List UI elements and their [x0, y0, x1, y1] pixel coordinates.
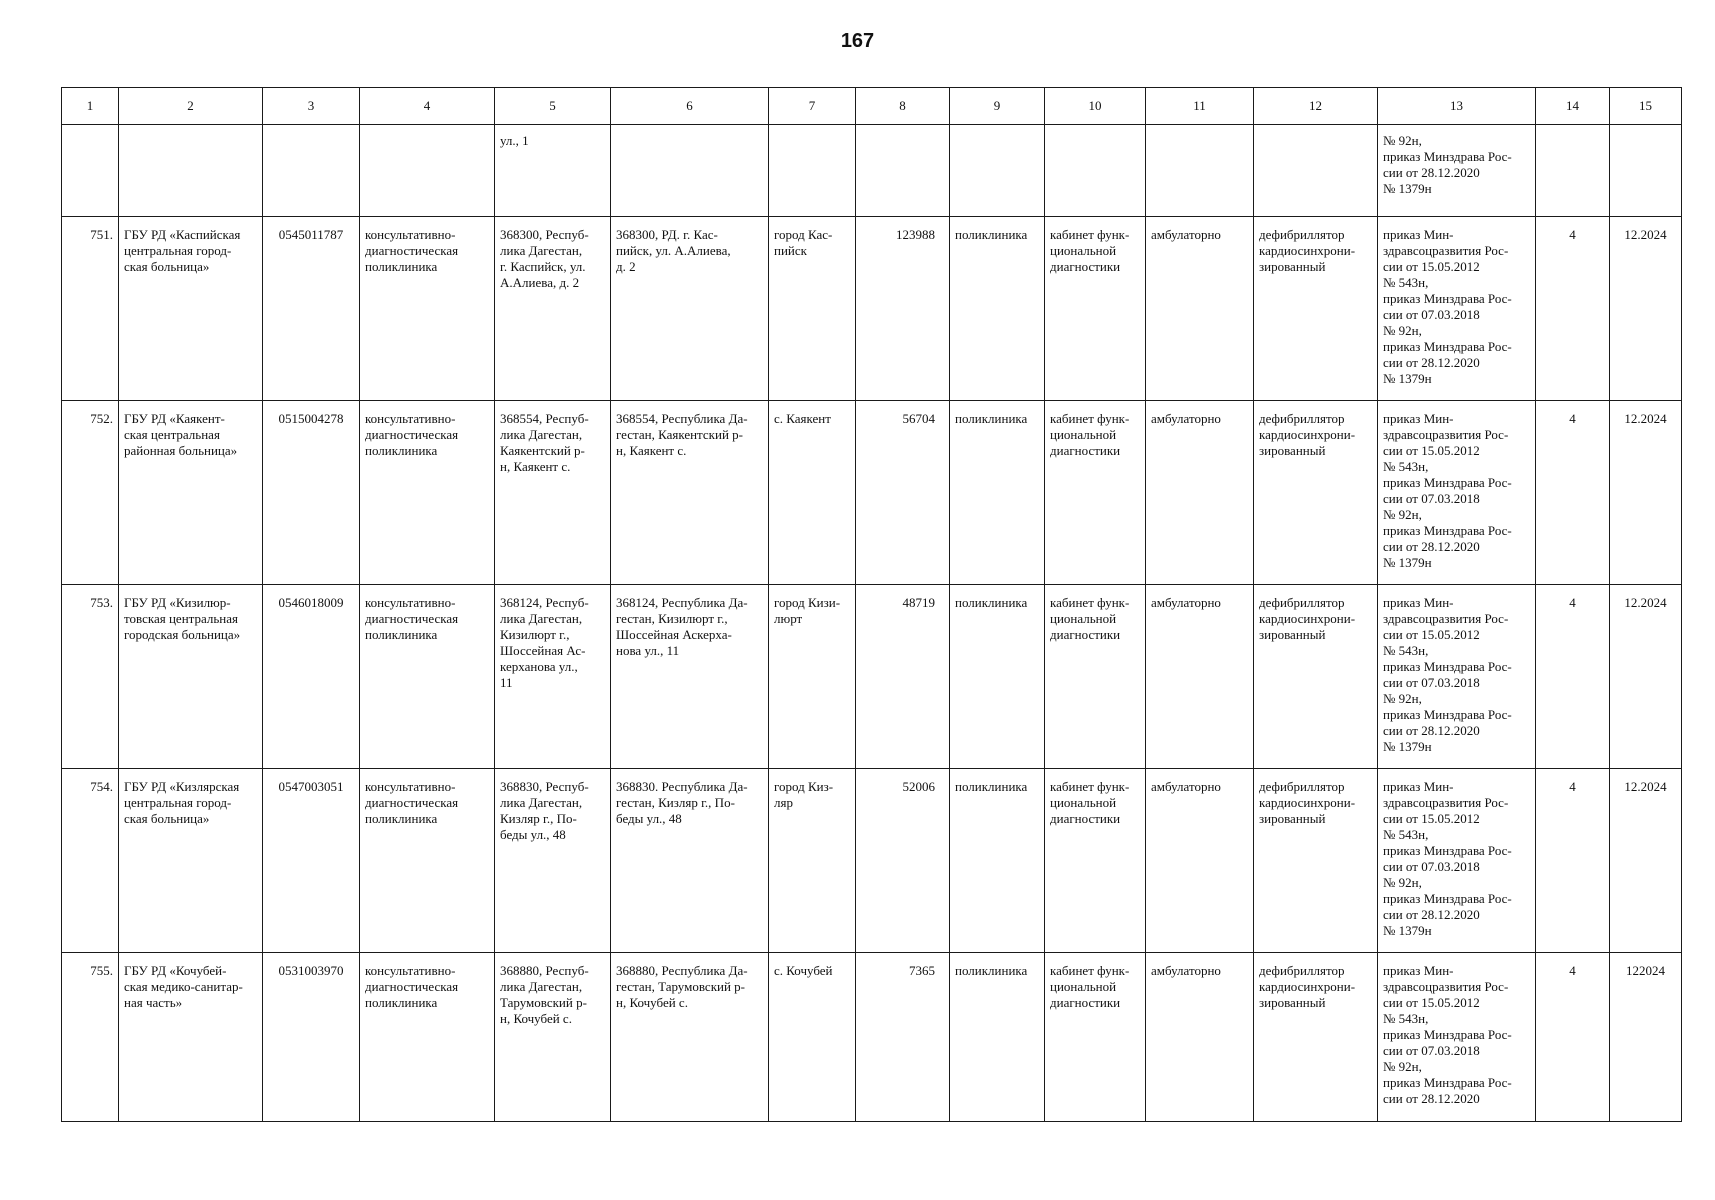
care-mode-cell-text [1146, 125, 1253, 137]
legal-address-cell [495, 401, 611, 585]
quantity-cell [1536, 769, 1610, 953]
facility-type-cell [950, 585, 1045, 769]
date-cell-text: 122024 [1626, 963, 1665, 978]
actual-address-cell-text: 368554, Республика Да- гестан, Каякентский р- н, Каякент с. [616, 411, 748, 458]
facility-type-cell [950, 769, 1045, 953]
page-number: 167 [840, 30, 875, 52]
legal-address-cell [495, 125, 611, 217]
department-type-cell-text: консультативно- диагностическая поликлиника [365, 411, 459, 458]
equipment-cell-text: дефибриллятор кардиосинхрони- зированный [1259, 779, 1356, 826]
regulation-cell-text: приказ Мин- здравсоцразвития Рос- сии от 15.05.2012 № 543н, приказ Минздрава Рос- сии от 07.03.2018 № 92н, приказ Минздрава Рос- сии от 28.12.2020 № 1379н [1383, 779, 1512, 938]
date-cell [1610, 585, 1682, 769]
department-type-cell [360, 585, 495, 769]
care-mode-cell [1146, 125, 1254, 217]
table-row [62, 585, 1682, 769]
population-cell [856, 953, 950, 1122]
table-row [62, 217, 1682, 401]
table-row [62, 769, 1682, 953]
unit-cell-text: кабинет функ- циональной диагностики [1050, 779, 1130, 826]
organization-name-cell [119, 401, 263, 585]
quantity-cell-text: 4 [1569, 779, 1576, 794]
settlement-cell [769, 769, 856, 953]
facility-type-cell-text: поликлиника [955, 411, 1028, 426]
population-cell [856, 401, 950, 585]
row-number-cell [62, 401, 119, 585]
row-number-cell-text: 751. [90, 227, 113, 242]
organization-name-cell-text: ГБУ РД «Кизилюр- товская центральная городская больница» [124, 595, 241, 642]
department-type-cell [360, 769, 495, 953]
unit-cell [1045, 401, 1146, 585]
department-type-cell-text: консультативно- диагностическая поликлиника [365, 779, 459, 826]
organization-name-cell [119, 125, 263, 217]
quantity-cell-text: 4 [1569, 963, 1576, 978]
care-mode-cell-text: амбулаторно [1151, 411, 1221, 426]
registry-table [61, 87, 1682, 1122]
organization-name-cell [119, 953, 263, 1122]
legal-address-cell [495, 217, 611, 401]
regulation-cell [1378, 401, 1536, 585]
quantity-cell-text [1536, 125, 1609, 137]
inn-cell [263, 217, 360, 401]
date-cell [1610, 769, 1682, 953]
equipment-cell [1254, 401, 1378, 585]
care-mode-cell-text: амбулаторно [1151, 779, 1221, 794]
quantity-cell [1536, 401, 1610, 585]
row-number-cell [62, 585, 119, 769]
population-cell [856, 769, 950, 953]
actual-address-cell [611, 401, 769, 585]
table-row [62, 401, 1682, 585]
column-header-11: 11 [1146, 88, 1254, 125]
inn-cell-text [263, 125, 359, 137]
actual-address-cell [611, 953, 769, 1122]
regulation-cell [1378, 217, 1536, 401]
facility-type-cell [950, 401, 1045, 585]
settlement-cell-text [769, 125, 855, 137]
column-header-14: 14 [1536, 88, 1610, 125]
population-cell [856, 217, 950, 401]
actual-address-cell-text: 368880, Республика Да- гестан, Тарумовский р- н, Кочубей с. [616, 963, 748, 1010]
unit-cell-text: кабинет функ- циональной диагностики [1050, 411, 1130, 458]
actual-address-cell-text: 368830. Республика Да- гестан, Кизляр г., По- беды ул., 48 [616, 779, 748, 826]
legal-address-cell-text: 368554, Респуб- лика Дагестан, Каякентский р- н, Каякент с. [500, 411, 589, 474]
column-header-5: 5 [495, 88, 611, 125]
organization-name-cell-text: ГБУ РД «Кизлярская центральная город- ская больница» [124, 779, 240, 826]
actual-address-cell [611, 585, 769, 769]
settlement-cell [769, 125, 856, 217]
settlement-cell [769, 953, 856, 1122]
actual-address-cell-text: 368124, Республика Да- гестан, Кизилюрт г., Шоссейная Аскерха- нова ул., 11 [616, 595, 748, 658]
legal-address-cell-text: ул., 1 [500, 133, 529, 148]
quantity-cell-text: 4 [1569, 227, 1576, 242]
equipment-cell-text [1254, 125, 1377, 137]
column-header-10: 10 [1045, 88, 1146, 125]
department-type-cell [360, 217, 495, 401]
row-number-cell-text: 754. [90, 779, 113, 794]
date-cell [1610, 217, 1682, 401]
organization-name-cell-text: ГБУ РД «Кочубей- ская медико-санитар- ная часть» [124, 963, 243, 1010]
equipment-cell [1254, 125, 1378, 217]
population-cell-text: 7365 [909, 963, 935, 978]
regulation-cell [1378, 769, 1536, 953]
equipment-cell-text: дефибриллятор кардиосинхрони- зированный [1259, 595, 1356, 642]
actual-address-cell [611, 769, 769, 953]
settlement-cell-text: город Кизи- люрт [774, 595, 841, 626]
regulation-cell [1378, 953, 1536, 1122]
legal-address-cell [495, 585, 611, 769]
settlement-cell-text: с. Кочубей [774, 963, 833, 978]
organization-name-cell-text [119, 125, 262, 137]
inn-cell-text: 0545011787 [278, 227, 344, 242]
column-header-12: 12 [1254, 88, 1378, 125]
care-mode-cell-text: амбулаторно [1151, 595, 1221, 610]
organization-name-cell [119, 769, 263, 953]
quantity-cell [1536, 585, 1610, 769]
quantity-cell [1536, 217, 1610, 401]
facility-type-cell-text: поликлиника [955, 595, 1028, 610]
population-cell-text: 56704 [902, 411, 935, 426]
header-row [62, 88, 1682, 125]
legal-address-cell [495, 769, 611, 953]
facility-type-cell-text: поликлиника [955, 779, 1028, 794]
date-cell-text: 12.2024 [1624, 411, 1667, 426]
inn-cell [263, 953, 360, 1122]
column-header-6: 6 [611, 88, 769, 125]
unit-cell [1045, 125, 1146, 217]
inn-cell [263, 585, 360, 769]
row-number-cell-text: 753. [90, 595, 113, 610]
equipment-cell-text: дефибриллятор кардиосинхрони- зированный [1259, 411, 1356, 458]
unit-cell-text [1045, 125, 1145, 137]
organization-name-cell-text: ГБУ РД «Каякент- ская центральная районная больница» [124, 411, 238, 458]
unit-cell [1045, 585, 1146, 769]
population-cell-text: 52006 [902, 779, 935, 794]
care-mode-cell-text: амбулаторно [1151, 963, 1221, 978]
date-cell-text [1610, 125, 1681, 137]
regulation-cell-text: № 92н, приказ Минздрава Рос- сии от 28.12.2020 № 1379н [1383, 133, 1512, 196]
regulation-cell [1378, 125, 1536, 217]
legal-address-cell-text: 368300, Респуб- лика Дагестан, г. Каспийск, ул. А.Алиева, д. 2 [500, 227, 589, 290]
department-type-cell-text: консультативно- диагностическая поликлиника [365, 227, 459, 274]
legal-address-cell-text: 368830, Респуб- лика Дагестан, Кизляр г., По- беды ул., 48 [500, 779, 589, 842]
column-header-1: 1 [62, 88, 119, 125]
legal-address-cell-text: 368124, Респуб- лика Дагестан, Кизилюрт г., Шоссейная Ас- керханова ул., 11 [500, 595, 589, 690]
care-mode-cell [1146, 769, 1254, 953]
quantity-cell-text: 4 [1569, 411, 1576, 426]
population-cell [856, 585, 950, 769]
date-cell-text: 12.2024 [1624, 595, 1667, 610]
facility-type-cell-text: поликлиника [955, 227, 1028, 242]
date-cell [1610, 125, 1682, 217]
table-body [62, 125, 1682, 1122]
table-row [62, 125, 1682, 217]
quantity-cell [1536, 125, 1610, 217]
facility-type-cell [950, 217, 1045, 401]
actual-address-cell-text [611, 125, 768, 137]
organization-name-cell [119, 585, 263, 769]
care-mode-cell [1146, 401, 1254, 585]
settlement-cell-text: с. Каякент [774, 411, 831, 426]
column-header-15: 15 [1610, 88, 1682, 125]
department-type-cell-text: консультативно- диагностическая поликлиника [365, 963, 459, 1010]
settlement-cell-text: город Кас- пийск [774, 227, 833, 258]
legal-address-cell-text: 368880, Респуб- лика Дагестан, Тарумовский р- н, Кочубей с. [500, 963, 589, 1026]
organization-name-cell [119, 217, 263, 401]
unit-cell [1045, 769, 1146, 953]
unit-cell [1045, 953, 1146, 1122]
date-cell-text: 12.2024 [1624, 227, 1667, 242]
inn-cell-text: 0546018009 [278, 595, 344, 610]
regulation-cell-text: приказ Мин- здравсоцразвития Рос- сии от 15.05.2012 № 543н, приказ Минздрава Рос- сии от 07.03.2018 № 92н, приказ Минздрава Рос- сии от 28.12.2020 № 1379н [1383, 411, 1512, 570]
population-cell-text [856, 125, 949, 137]
equipment-cell-text: дефибриллятор кардиосинхрони- зированный [1259, 963, 1356, 1010]
inn-cell [263, 769, 360, 953]
equipment-cell [1254, 585, 1378, 769]
regulation-cell [1378, 585, 1536, 769]
department-type-cell [360, 401, 495, 585]
column-header-13: 13 [1378, 88, 1536, 125]
department-type-cell [360, 125, 495, 217]
inn-cell [263, 401, 360, 585]
date-cell-text: 12.2024 [1624, 779, 1667, 794]
settlement-cell [769, 401, 856, 585]
population-cell-text: 48719 [902, 595, 935, 610]
facility-type-cell-text: поликлиника [955, 963, 1028, 978]
regulation-cell-text: приказ Мин- здравсоцразвития Рос- сии от 15.05.2012 № 543н, приказ Минздрава Рос- сии от 07.03.2018 № 92н, приказ Минздрава Рос- сии от 28.12.2020 № 1379н [1383, 227, 1512, 386]
row-number-cell-text: 755. [90, 963, 113, 978]
care-mode-cell [1146, 217, 1254, 401]
row-number-cell [62, 953, 119, 1122]
facility-type-cell [950, 125, 1045, 217]
facility-type-cell-text [950, 125, 1044, 137]
care-mode-cell [1146, 953, 1254, 1122]
equipment-cell [1254, 953, 1378, 1122]
equipment-cell [1254, 769, 1378, 953]
column-header-2: 2 [119, 88, 263, 125]
actual-address-cell [611, 217, 769, 401]
column-header-7: 7 [769, 88, 856, 125]
legal-address-cell [495, 953, 611, 1122]
settlement-cell-text: город Киз- ляр [774, 779, 834, 810]
unit-cell [1045, 217, 1146, 401]
department-type-cell-text: консультативно- диагностическая поликлиника [365, 595, 459, 642]
column-header-8: 8 [856, 88, 950, 125]
row-number-cell [62, 769, 119, 953]
equipment-cell [1254, 217, 1378, 401]
inn-cell-text: 0547003051 [278, 779, 344, 794]
column-header-3: 3 [263, 88, 360, 125]
table-row [62, 953, 1682, 1122]
inn-cell-text: 0531003970 [278, 963, 344, 978]
department-type-cell-text [360, 125, 494, 137]
quantity-cell [1536, 953, 1610, 1122]
organization-name-cell-text: ГБУ РД «Каспийская центральная город- ская больница» [124, 227, 241, 274]
quantity-cell-text: 4 [1569, 595, 1576, 610]
column-header-9: 9 [950, 88, 1045, 125]
inn-cell [263, 125, 360, 217]
row-number-cell-text [62, 125, 118, 137]
actual-address-cell [611, 125, 769, 217]
actual-address-cell-text: 368300, РД. г. Кас- пийск, ул. А.Алиева, д. 2 [616, 227, 731, 274]
regulation-cell-text: приказ Мин- здравсоцразвития Рос- сии от 15.05.2012 № 543н, приказ Минздрава Рос- сии от 07.03.2018 № 92н, приказ Минздрава Рос- сии от 28.12.2020 № 1379н [1383, 595, 1512, 754]
department-type-cell [360, 953, 495, 1122]
unit-cell-text: кабинет функ- циональной диагностики [1050, 595, 1130, 642]
facility-type-cell [950, 953, 1045, 1122]
unit-cell-text: кабинет функ- циональной диагностики [1050, 963, 1130, 1010]
row-number-cell [62, 217, 119, 401]
settlement-cell [769, 217, 856, 401]
date-cell [1610, 401, 1682, 585]
date-cell [1610, 953, 1682, 1122]
regulation-cell-text: приказ Мин- здравсоцразвития Рос- сии от 15.05.2012 № 543н, приказ Минздрава Рос- сии от 07.03.2018 № 92н, приказ Минздрава Рос- сии от 28.12.2020 [1383, 963, 1512, 1106]
population-cell [856, 125, 950, 217]
column-header-4: 4 [360, 88, 495, 125]
row-number-cell-text: 752. [90, 411, 113, 426]
care-mode-cell-text: амбулаторно [1151, 227, 1221, 242]
population-cell-text: 123988 [896, 227, 935, 242]
unit-cell-text: кабинет функ- циональной диагностики [1050, 227, 1130, 274]
care-mode-cell [1146, 585, 1254, 769]
equipment-cell-text: дефибриллятор кардиосинхрони- зированный [1259, 227, 1356, 274]
settlement-cell [769, 585, 856, 769]
inn-cell-text: 0515004278 [278, 411, 344, 426]
row-number-cell [62, 125, 119, 217]
